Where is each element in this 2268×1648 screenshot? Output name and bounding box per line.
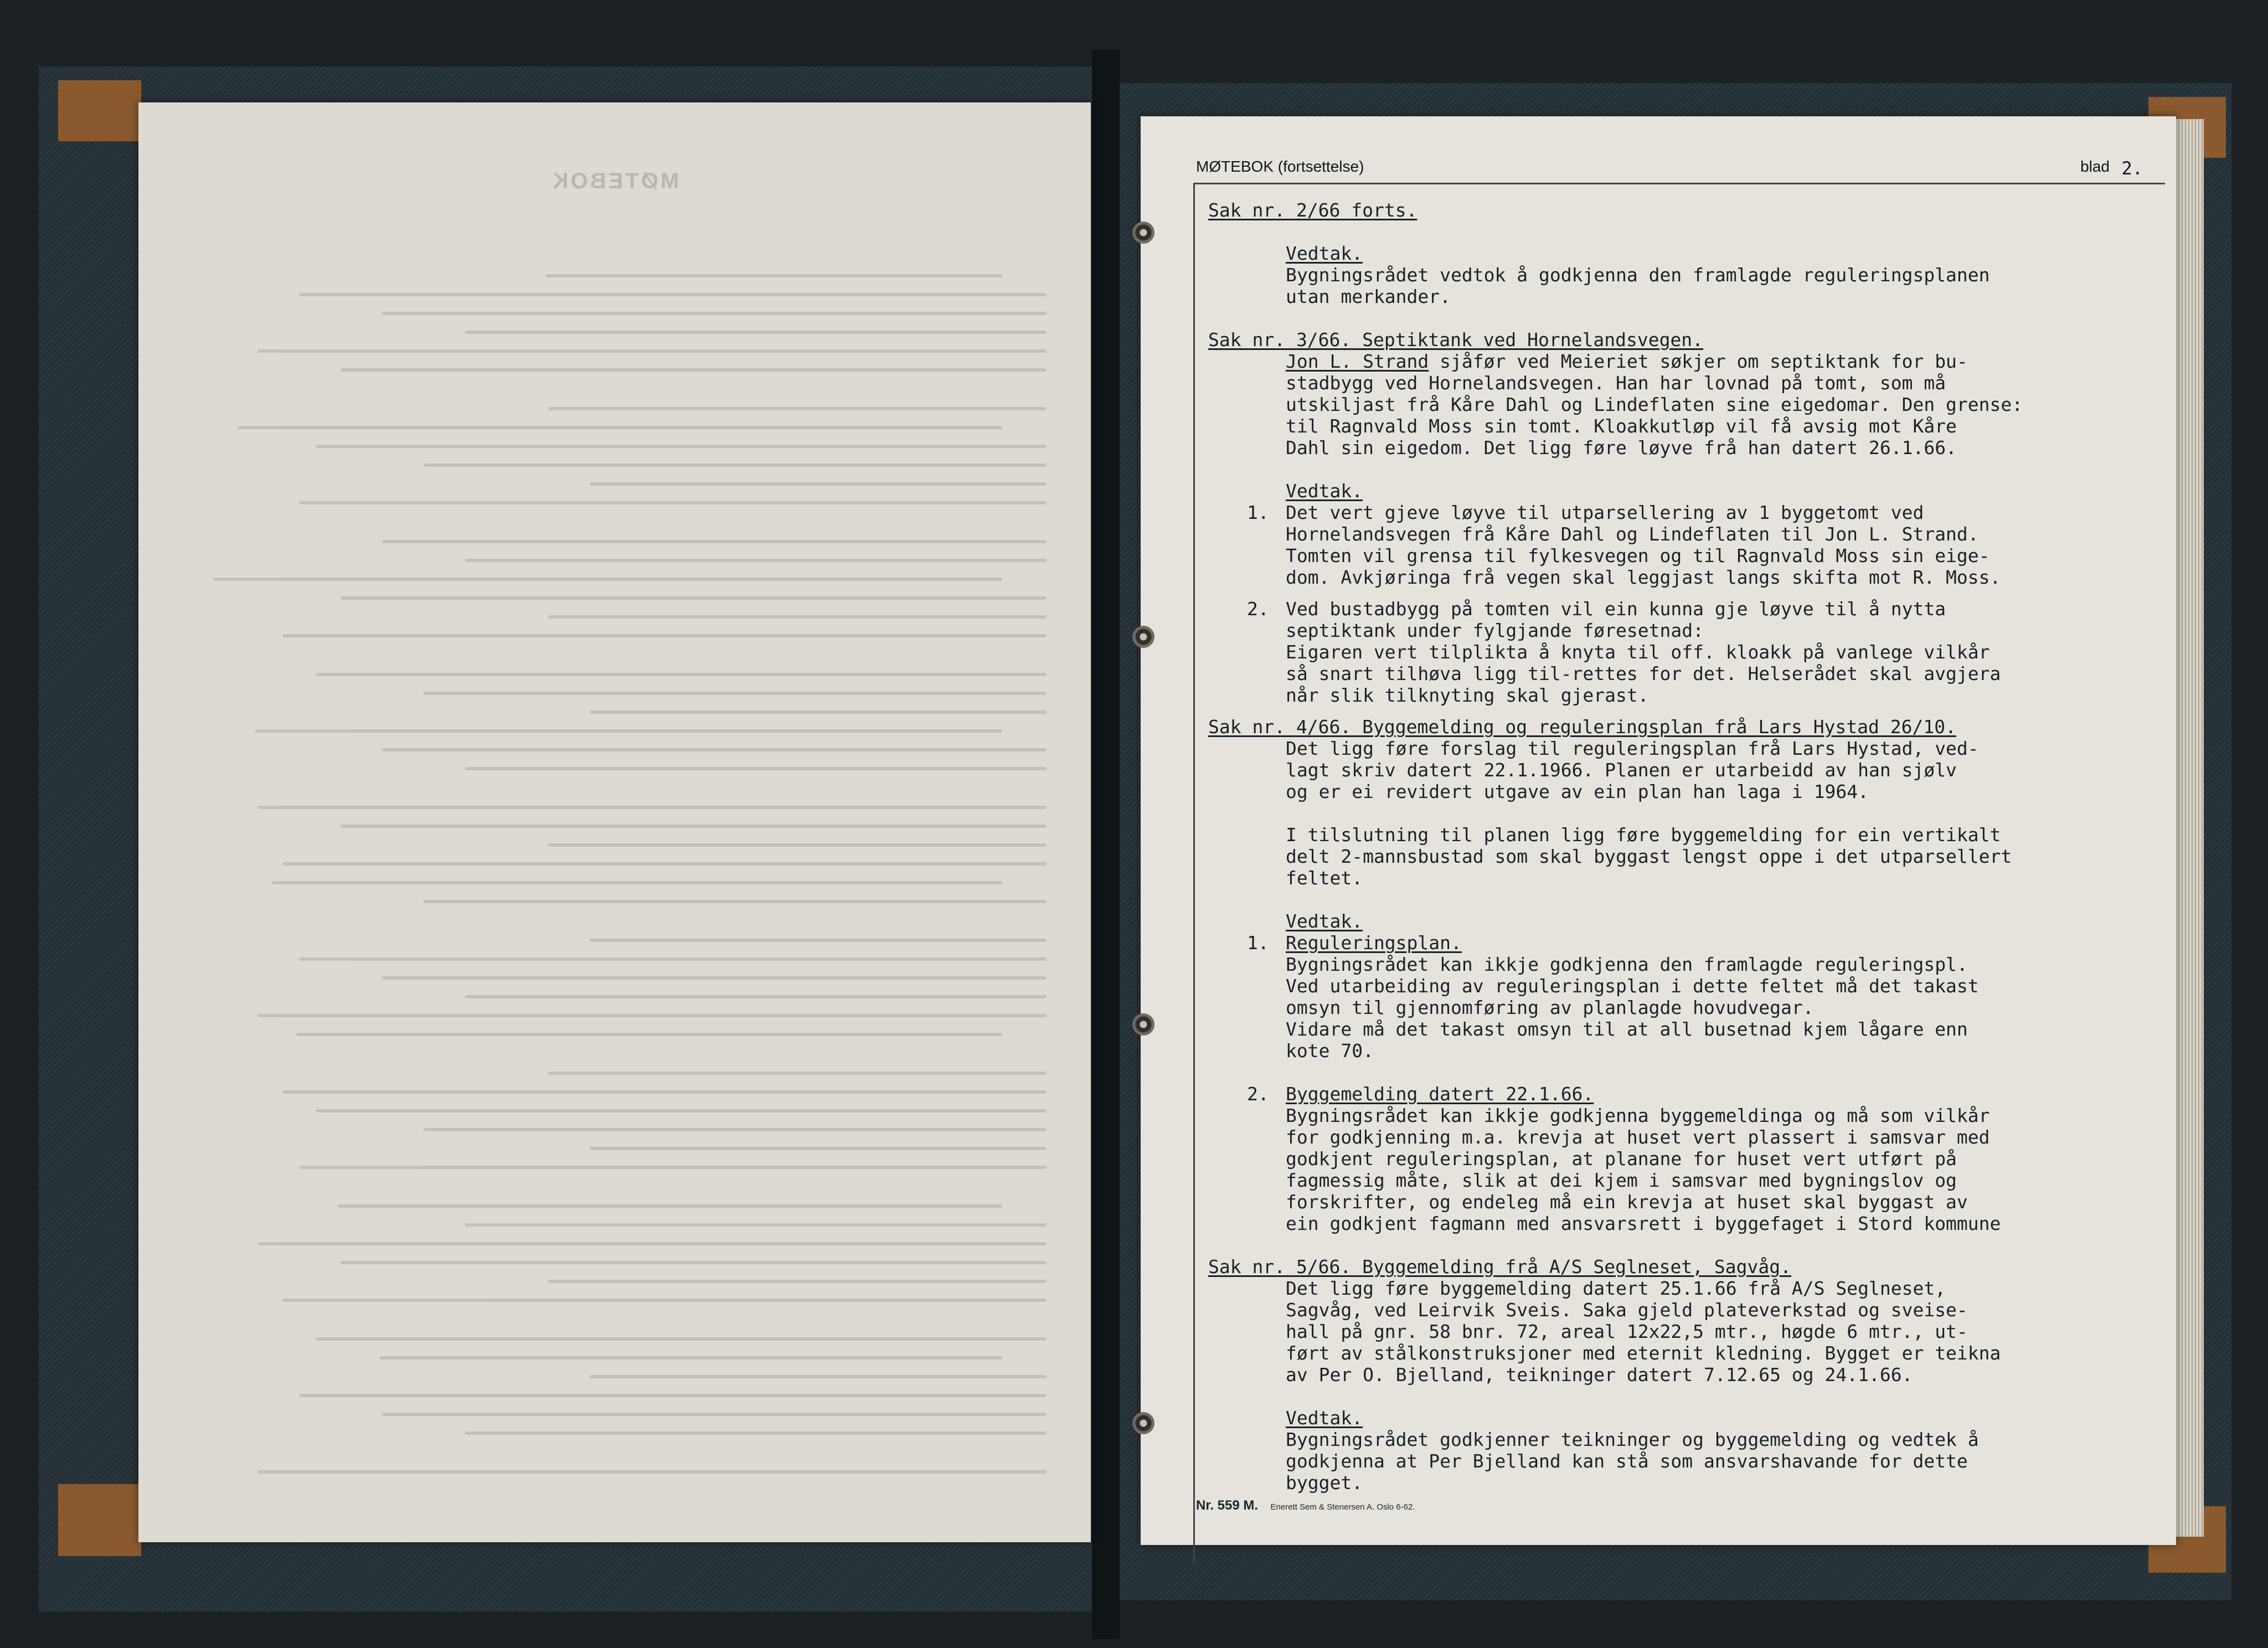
ghost-line <box>590 1147 1047 1150</box>
vedtak-label: Vedtak. <box>1286 243 1363 264</box>
ghost-line <box>548 1072 1047 1075</box>
ghost-line <box>465 559 1047 562</box>
vedtak-label: Vedtak. <box>1286 1407 1363 1429</box>
intro-line: av Per O. Bjelland, teikninger datert 7.12.65 og 24.1.66. <box>1286 1364 1913 1386</box>
intro-line: feltet. <box>1286 867 1363 889</box>
form-number: Nr. 559 M. <box>1196 1498 1259 1513</box>
ghost-line <box>238 426 1002 429</box>
ghost-line <box>382 748 1047 751</box>
ghost-line <box>548 1280 1047 1283</box>
ghost-line <box>257 1470 1047 1474</box>
point-line: godkjent reguleringsplan, at planane for huset vert utført på <box>1286 1148 1957 1170</box>
ghost-line <box>341 825 1047 828</box>
case-heading: Sak nr. 3/66. Septiktank ved Hornelandsvegen. <box>1208 329 1704 351</box>
point-title: 1. Reguleringsplan. <box>1247 932 1462 954</box>
intro-line: og er ei revidert utgave av ein plan han laga i 1964. <box>1286 781 1869 802</box>
ghost-line <box>424 900 1047 903</box>
point-line: fagmessig måte, slik at dei kjem i samsvar med bygningslov og <box>1286 1170 1957 1191</box>
vedtak-line: godkjenna at Per Bjelland kan stå som ansvarshavande for dette <box>1286 1450 1968 1472</box>
page-title: MØTEBOK (fortsettelse) <box>1196 158 1364 175</box>
ghost-line <box>316 673 1047 676</box>
vedtak-line: Bygningsrådet vedtok å godkjenna den framlagde reguleringsplanen <box>1286 264 1990 286</box>
intro-line: delt 2-mannsbustad som skal byggast lengst oppe i det utparsellert <box>1286 846 2012 867</box>
leather-corner <box>58 80 141 141</box>
intro-line: Sagvåg, ved Leirvik Sveis. Saka gjeld plateverkstad og sveise- <box>1286 1299 1968 1321</box>
page-footer <box>1196 1498 1415 1513</box>
book-spine <box>1092 50 1120 1639</box>
ghost-line <box>590 710 1047 714</box>
point-line: Vidare må det takast omsyn til at all busetnad kjem lågare enn <box>1286 1018 1968 1040</box>
intro-line: I tilslutning til planen ligg føre byggemelding for ein vertikalt <box>1286 824 2001 846</box>
ghost-line <box>255 729 1002 733</box>
ghost-line <box>382 312 1047 315</box>
ghost-line <box>299 1166 1047 1169</box>
ghost-line <box>382 976 1047 980</box>
left-page <box>138 102 1091 1542</box>
point-line: Tomten vil grensa til fylkesvegen og til Ragnvald Moss sin eige- <box>1286 545 1990 566</box>
point-line: forskrifter, og endeleg må ein krevja at huset skal byggast av <box>1286 1191 1968 1213</box>
vedtak-label: Vedtak. <box>1286 480 1363 502</box>
point-line: Ved utarbeiding av reguleringsplan i dette feltet må det takast <box>1286 975 1979 997</box>
point-line: Hornelandsvegen frå Kåre Dahl og Lindeflaten til Jon L. Strand. <box>1286 523 1979 545</box>
point-line: 2. Ved bustadbygg på tomten vil ein kunna gje løyve til å nytta <box>1247 598 1946 620</box>
ghost-line <box>257 1014 1047 1017</box>
ghost-line <box>590 1375 1047 1378</box>
ghost-line <box>382 540 1047 543</box>
binding-hole <box>1132 1412 1154 1434</box>
ghost-line <box>299 957 1047 961</box>
page-edges <box>2176 119 2204 1537</box>
vedtak-line: utan merkander. <box>1286 286 1451 307</box>
printer-imprint: Enerett Sem & Stenersen A. Oslo 6-62. <box>1270 1502 1415 1512</box>
point-line: ein godkjent fagmann med ansvarsrett i byggefaget i Stord kommune <box>1286 1213 2001 1234</box>
intro-line: stadbygg ved Hornelandsvegen. Han har lovnad på tomt, som må <box>1286 372 1946 394</box>
ghost-line <box>548 407 1047 410</box>
ghost-line <box>379 1356 1002 1359</box>
intro-line: Jon L. Strand sjåfør ved Meieriet søkjer om septiktank for bu- <box>1286 351 1968 372</box>
ghost-line <box>465 1431 1047 1435</box>
ghost-line <box>299 1394 1047 1397</box>
ghost-line <box>548 843 1047 847</box>
point-line: Bygningsrådet kan ikkje godkjenna den framlagde reguleringspl. <box>1286 954 1968 975</box>
intro-line: utskiljast frå Kåre Dahl og Lindeflaten sine eigedomar. Den grense: <box>1286 394 2023 415</box>
point-line: kote 70. <box>1286 1040 1374 1062</box>
ghost-line <box>299 293 1047 296</box>
ghost-line <box>590 482 1047 486</box>
ghost-title: MØTEBOK <box>550 169 679 193</box>
ghost-line <box>338 1204 1002 1208</box>
blad-label: blad <box>2080 158 2110 175</box>
intro-line: Det ligg føre forslag til reguleringsplan frå Lars Hystad, ved- <box>1286 738 1979 759</box>
ghost-line <box>465 331 1047 334</box>
ghost-line <box>282 1090 1047 1094</box>
point-line: Bygningsrådet kan ikkje godkjenna byggemeldinga og må som vilkår <box>1286 1105 1990 1126</box>
point-line: Eigaren vert tilplikta å knyta til off. kloakk på vanlege vilkår <box>1286 641 1990 663</box>
ghost-line <box>465 995 1047 998</box>
ghost-line <box>341 1261 1047 1264</box>
ghost-line <box>465 767 1047 770</box>
point-line: omsyn til gjennomføring av planlagde hovudvegar. <box>1286 997 1814 1018</box>
ghost-line <box>257 806 1047 809</box>
case-heading: Sak nr. 5/66. Byggemelding frå A/S Seglneset, Sagvåg. <box>1208 1256 1791 1278</box>
point-line: septiktank under fylgjande føresetnad: <box>1286 620 1704 641</box>
point-line: for godkjenning m.a. krevja at huset vert plassert i samsvar med <box>1286 1126 1990 1148</box>
ghost-line <box>341 368 1047 372</box>
ghost-line <box>282 634 1047 637</box>
ghost-line <box>213 578 1002 581</box>
ghost-line <box>341 596 1047 600</box>
intro-line: ført av stålkonstruksjoner med eternit kledning. Bygget er teikna <box>1286 1342 2001 1364</box>
ghost-line <box>282 862 1047 866</box>
intro-line: til Ragnvald Moss sin tomt. Kloakkutløp vil få avsig mot Kåre <box>1286 415 1957 437</box>
ghost-line <box>424 692 1047 695</box>
vedtak-label: Vedtak. <box>1286 910 1363 932</box>
ghost-line <box>271 881 1002 884</box>
ghost-line <box>545 274 1002 277</box>
ghost-line <box>257 1242 1047 1245</box>
point-line: dom. Avkjøringa frå vegen skal leggjast langs skifta mot R. Moss. <box>1286 566 2001 588</box>
blad-number: 2. <box>2121 158 2143 179</box>
ghost-line <box>548 615 1047 619</box>
ghost-line <box>316 445 1047 448</box>
ghost-line <box>424 1128 1047 1131</box>
point-line: så snart tilhøva ligg til-rettes for det. Helserådet skal avgjera <box>1286 663 2001 684</box>
case-heading: Sak nr. 2/66 forts. <box>1208 199 1418 221</box>
ghost-line <box>424 463 1047 467</box>
ghost-line <box>299 501 1047 504</box>
vedtak-line: Bygningsrådet godkjenner teikninger og byggemelding og vedtek å <box>1286 1429 1979 1450</box>
point-line: 1. Det vert gjeve løyve til utparsellering av 1 byggetomt ved <box>1247 502 1924 523</box>
binding-hole <box>1132 1013 1154 1036</box>
binding-hole <box>1132 626 1154 648</box>
bleed-through-text <box>161 102 1069 1542</box>
intro-line: lagt skriv datert 22.1.1966. Planen er utarbeidd av han sjølv <box>1286 759 1957 781</box>
minutes-text <box>1208 199 2138 1493</box>
intro-line: hall på gnr. 58 bnr. 72, areal 12x22,5 mtr., høgde 6 mtr., ut- <box>1286 1321 1968 1342</box>
leather-corner <box>58 1484 141 1556</box>
case-heading: Sak nr. 4/66. Byggemelding og reguleringsplan frå Lars Hystad 26/10. <box>1208 716 1957 738</box>
ghost-line <box>282 1299 1047 1302</box>
ghost-line <box>257 349 1047 353</box>
ghost-line <box>590 939 1047 942</box>
point-title: 2. Byggemelding datert 22.1.66. <box>1247 1083 1594 1105</box>
vedtak-line: bygget. <box>1286 1472 1363 1493</box>
page-header <box>1196 158 2143 180</box>
intro-line: Det ligg føre byggemelding datert 25.1.66 frå A/S Seglneset, <box>1286 1278 1946 1299</box>
ghost-line <box>316 1109 1047 1113</box>
ghost-line <box>316 1337 1047 1341</box>
intro-line: Dahl sin eigedom. Det ligg føre løyve frå han datert 26.1.66. <box>1286 437 1957 459</box>
binding-hole <box>1132 222 1154 244</box>
ghost-line <box>296 1033 1002 1036</box>
point-line: når slik tilknyting skal gjerast. <box>1286 684 1649 706</box>
ghost-line <box>465 1223 1047 1227</box>
ghost-line <box>382 1413 1047 1416</box>
